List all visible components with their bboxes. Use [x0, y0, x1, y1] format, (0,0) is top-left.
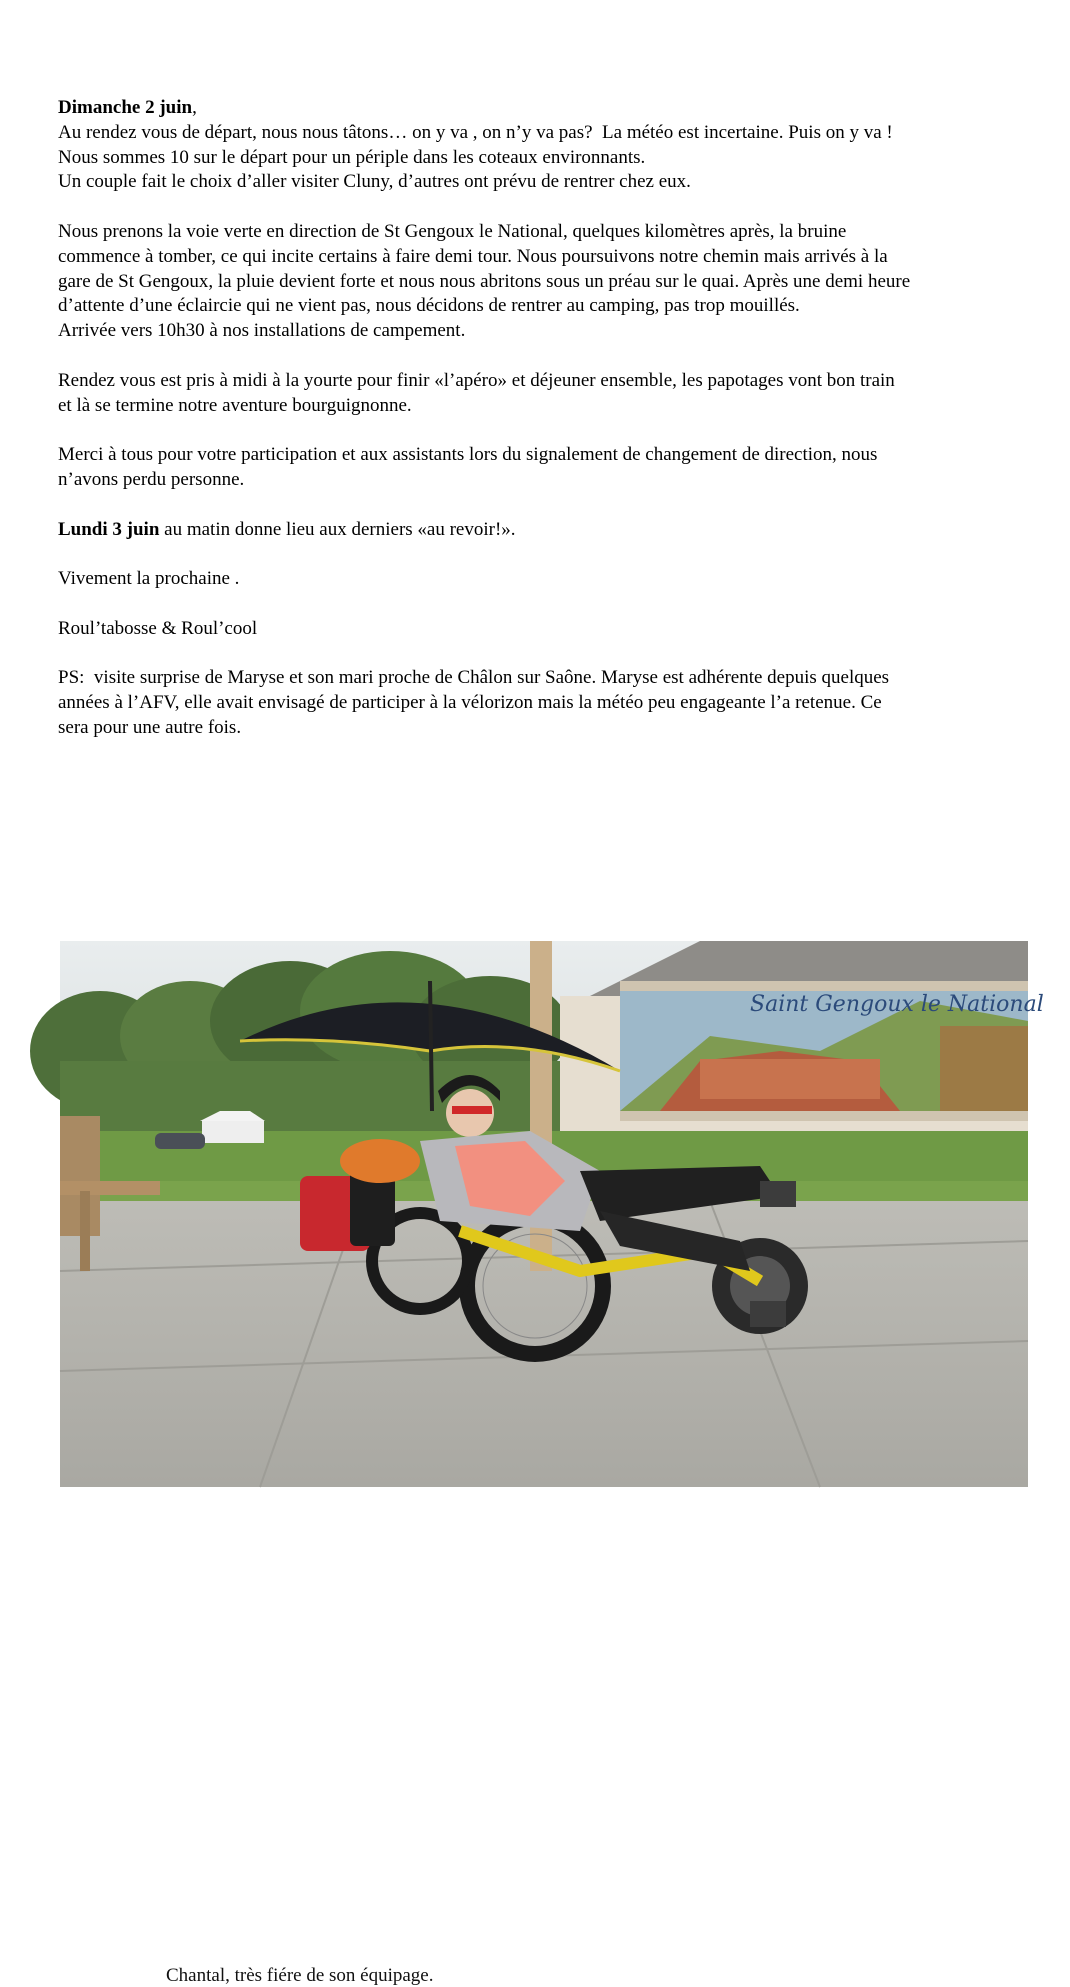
paragraph-1-line-3: Nous sommes 10 sur le départ pour un périple dans les coteaux environnants. [58, 146, 646, 168]
date-sunday: Dimanche 2 juin [58, 97, 193, 118]
mural-text: Saint Gengoux le National [750, 992, 1044, 1017]
paragraph-6: Vivement la prochaine . [58, 568, 240, 590]
paragraph-1-line-1 [58, 96, 1038, 121]
document-body [58, 96, 1038, 741]
paragraph-5 [58, 518, 1038, 543]
paragraph-2-line-5: Arrivée vers 10h30 à nos installations de campement. [58, 320, 466, 342]
date-monday: Lundi 3 juin [58, 518, 160, 540]
paragraph-4-line-2: n’avons perdu personne. [58, 468, 245, 490]
paragraph-2-line-4: d’attente d’une éclaircie qui ne vient pas, nous décidons de rentrer au camping, pas trop mouillés. [58, 295, 800, 317]
paragraph-3-line-2: et là se termine notre aventure bourguignonne. [58, 394, 412, 416]
paragraph-2-line-1: Nous prenons la voie verte en direction de St Gengoux le National, quelques kilomètres après, la bruine [58, 220, 847, 242]
paragraph-3-line-1: Rendez vous est pris à midi à la yourte pour finir «l’apéro» et déjeuner ensemble, les papotages vont bon train [58, 369, 895, 391]
ps-line-2: années à l’AFV, elle avait envisagé de participer à la vélorizon mais la météo peu engageante l’a retenue. Ce [58, 692, 882, 714]
ps-line-1: PS: visite surprise de Maryse et son mari proche de Châlon sur Saône. Maryse est adhérente depuis quelques [58, 667, 890, 689]
paragraph-1-line-2: Au rendez vous de départ, nous nous tâtons… on y va , on n’y va pas? La météo est incertaine. Puis on y va ! [58, 121, 893, 143]
paragraph-4-line-1: Merci à tous pour votre participation et aux assistants lors du signalement de changement de direction, nous [58, 444, 878, 466]
signature-line: Roul’tabosse & Roul’cool [58, 617, 258, 639]
paragraph-2-line-3: gare de St Gengoux, la pluie devient forte et nous nous abritons sous un préau sur le quai. Après une demi heure [58, 270, 911, 292]
ps-line-3: sera pour une autre fois. [58, 716, 242, 738]
paragraph-5-rest: au matin donne lieu aux derniers «au revoir!». [159, 518, 516, 540]
paragraph-1-line-4: Un couple fait le choix d’aller visiter Cluny, d’autres ont prévu de rentrer chez eux. [58, 171, 691, 193]
trike-photo [60, 941, 1044, 1986]
date-comma: , [192, 97, 197, 118]
paragraph-2-line-2: commence à tomber, ce qui incite certains à faire demi tour. Nous poursuivons notre chemin mais arrivés à la [58, 245, 888, 267]
photo-caption: Chantal, très fiére de son équipage. [166, 1965, 434, 1986]
